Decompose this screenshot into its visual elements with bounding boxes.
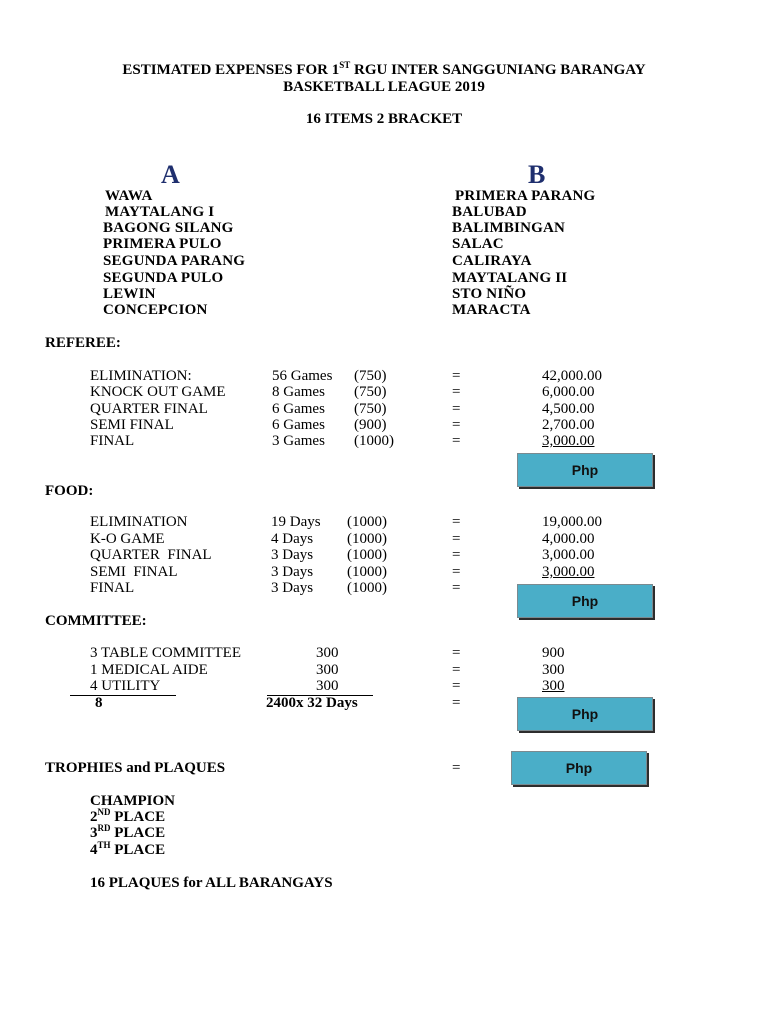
row-equals: = [452, 417, 461, 433]
row-equals: = [452, 547, 461, 563]
place-superscript: RD [97, 823, 111, 833]
food-total-box [517, 584, 653, 618]
team-a-4: PRIMERA PULO [103, 236, 222, 252]
referee-total-box [517, 453, 653, 487]
row-item: 1 MEDICAL AIDE [90, 662, 208, 678]
place-number: 3 [90, 825, 98, 841]
row-qty: 8 Games [272, 384, 325, 400]
total-label: Php [571, 462, 599, 478]
row-qty: 19 Days [271, 514, 321, 530]
row-item: K-O GAME [90, 531, 165, 547]
row-equals: = [452, 531, 461, 547]
total-label: Php [571, 593, 599, 609]
row-rate: (1000) [354, 433, 394, 449]
row-qty: 3 Days [271, 564, 314, 580]
place-superscript: TH [97, 840, 111, 850]
row-rate: (1000) [347, 514, 387, 530]
row-amount: 3,000.00 [542, 433, 595, 449]
team-b-2: BALUBAD [452, 204, 527, 220]
row-item: KNOCK OUT GAME [90, 384, 226, 400]
row-amount: 42,000.00 [542, 368, 602, 384]
place-text: PLACE [110, 842, 166, 858]
team-b-6: MAYTALANG II [452, 270, 568, 286]
row-rate: (750) [354, 401, 387, 417]
place-superscript: ND [97, 807, 111, 817]
trophies-equals: = [452, 760, 461, 776]
row-rate: (1000) [347, 531, 387, 547]
row-item: 4 UTILITY [90, 678, 161, 694]
row-equals: = [452, 433, 461, 449]
row-amount: 19,000.00 [542, 514, 602, 530]
trophies-total-box [511, 751, 647, 785]
team-a-2: MAYTALANG I [105, 204, 215, 220]
row-amount: 300 [542, 678, 565, 694]
document-subtitle: 16 ITEMS 2 BRACKET [305, 111, 463, 127]
row-amount: 3,000.00 [542, 564, 595, 580]
bracket-a-label: A [161, 160, 180, 189]
row-amount: 2,700.00 [542, 417, 595, 433]
title-text: ESTIMATED EXPENSES FOR 1 [122, 62, 340, 78]
team-a-6: SEGUNDA PULO [103, 270, 224, 286]
row-qty: 56 Games [272, 368, 333, 384]
document-title-line1 [0, 62, 768, 79]
row-equals: = [452, 368, 461, 384]
row-item: FINAL [90, 580, 135, 596]
team-b-4: SALAC [452, 236, 504, 252]
place-number: 4 [90, 842, 98, 858]
row-amount: 900 [542, 645, 565, 661]
row-equals: = [452, 580, 461, 596]
team-b-8: MARACTA [452, 302, 531, 318]
team-a-7: LEWIN [103, 286, 156, 302]
document-title-line2: BASKETBALL LEAGUE 2019 [283, 79, 485, 95]
row-amount: 4,000.00 [542, 531, 595, 547]
title-text-rest: RGU INTER SANGGUNIANG BARANGAY [350, 62, 646, 78]
row-amount: 300 [542, 662, 565, 678]
list-item [90, 842, 165, 859]
row-rate: (900) [354, 417, 387, 433]
row-rate: (750) [354, 384, 387, 400]
row-equals: = [452, 514, 461, 530]
team-b-1: PRIMERA PARANG [455, 188, 596, 204]
total-label: Php [565, 760, 593, 776]
team-a-3: BAGONG SILANG [103, 220, 234, 236]
team-a-1: WAWA [105, 188, 153, 204]
total-calc: 2400x 32 Days [266, 695, 358, 711]
row-rate: (750) [354, 368, 387, 384]
row-item: ELIMINATION: [90, 368, 192, 384]
place-text: PLACE [110, 825, 166, 841]
row-equals: = [452, 401, 461, 417]
plaques-note: 16 PLAQUES for ALL BARANGAYS [90, 875, 333, 891]
place-text: PLACE [110, 809, 166, 825]
section-heading-referee: REFEREE: [45, 335, 121, 351]
team-b-7: STO NIÑO [452, 286, 527, 302]
row-qty: 3 Days [271, 580, 314, 596]
row-equals: = [452, 662, 461, 678]
row-item: QUARTER FINAL [90, 547, 212, 563]
row-equals: = [452, 384, 461, 400]
row-equals: = [452, 645, 461, 661]
total-label: Php [571, 706, 599, 722]
row-item: SEMI FINAL [90, 564, 178, 580]
row-item: FINAL [90, 433, 135, 449]
place-number: 2 [90, 809, 98, 825]
row-amount: 3,000.00 [542, 547, 595, 563]
row-item: SEMI FINAL [90, 417, 174, 433]
sum-line-count [70, 695, 176, 696]
row-rate: 300 [316, 678, 339, 694]
team-b-5: CALIRAYA [452, 253, 532, 269]
row-rate: 300 [316, 645, 339, 661]
row-qty: 6 Games [272, 401, 325, 417]
row-rate: (1000) [347, 580, 387, 596]
section-heading-food: FOOD: [45, 483, 94, 499]
row-rate: (1000) [347, 564, 387, 580]
section-heading-committee: COMMITTEE: [45, 613, 147, 629]
row-qty: 3 Games [272, 433, 325, 449]
row-rate: 300 [316, 662, 339, 678]
row-item: ELIMINATION [90, 514, 188, 530]
section-heading-trophies: TROPHIES and PLAQUES [45, 760, 226, 776]
list-item: CHAMPION [90, 793, 175, 809]
row-amount: 6,000.00 [542, 384, 595, 400]
row-rate: (1000) [347, 547, 387, 563]
total-count: 8 [95, 695, 103, 711]
row-equals: = [452, 678, 461, 694]
title-superscript: ST [339, 60, 351, 70]
row-item: QUARTER FINAL [90, 401, 208, 417]
row-item: 3 TABLE COMMITTEE [90, 645, 242, 661]
row-qty: 6 Games [272, 417, 325, 433]
committee-total-box [517, 697, 653, 731]
bracket-b-label: B [528, 160, 546, 189]
team-a-5: SEGUNDA PARANG [103, 253, 246, 269]
row-equals: = [452, 695, 461, 711]
row-amount: 4,500.00 [542, 401, 595, 417]
team-b-3: BALIMBINGAN [452, 220, 566, 236]
row-equals: = [452, 564, 461, 580]
row-qty: 3 Days [271, 547, 314, 563]
row-qty: 4 Days [271, 531, 314, 547]
team-a-8: CONCEPCION [103, 302, 208, 318]
